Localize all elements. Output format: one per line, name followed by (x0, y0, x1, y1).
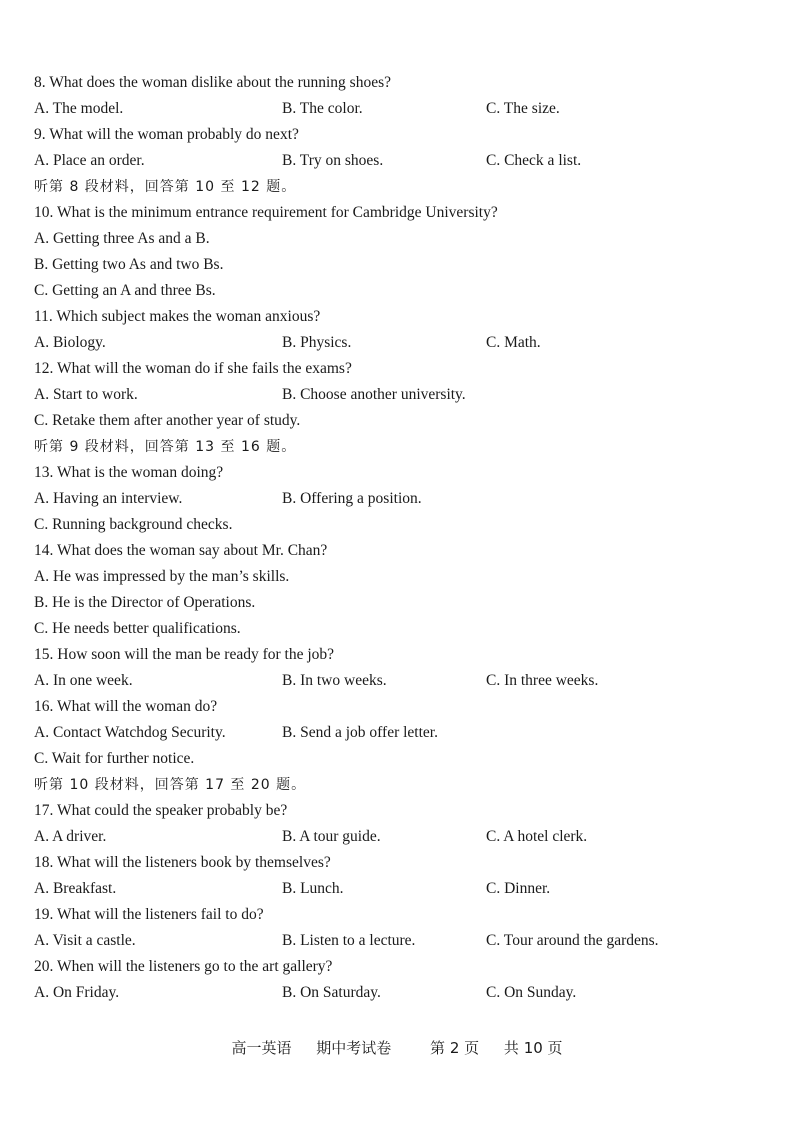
footer-page-number: 第 2 页 (430, 1039, 480, 1057)
question-text: 14. What does the woman say about Mr. Chan? (34, 542, 328, 559)
option-c: C. Tour around the gardens. (486, 932, 659, 949)
page-footer (0, 1036, 794, 1060)
option-c: C. Check a list. (486, 152, 582, 169)
question-16 (34, 694, 774, 720)
option-a: A. He was impressed by the man’s skills. (34, 568, 290, 585)
option-c: C. He needs better qualifications. (34, 620, 241, 637)
question-text: 12. What will the woman do if she fails the exams? (34, 360, 352, 377)
option-c: C. Wait for further notice. (34, 750, 195, 767)
option-a: A. Contact Watchdog Security. (34, 724, 226, 741)
option-c: C. Math. (486, 334, 541, 351)
options-row (34, 980, 774, 1006)
option-a: A. On Friday. (34, 984, 120, 1001)
footer-subject: 高一英语 (231, 1039, 292, 1057)
option-a: A. The model. (34, 100, 124, 117)
option-b: B. Listen to a lecture. (282, 932, 416, 949)
option-a: A. Start to work. (34, 386, 138, 403)
options-row (34, 928, 774, 954)
question-text: 9. What will the woman probably do next? (34, 126, 299, 143)
question-text: 10. What is the minimum entrance requirement for Cambridge University? (34, 204, 498, 221)
option-b: B. Getting two As and two Bs. (34, 256, 224, 273)
footer-total-pages: 共 10 页 (503, 1039, 563, 1057)
options-row (34, 668, 774, 694)
options-row (34, 876, 774, 902)
option-c: C. A hotel clerk. (486, 828, 588, 845)
option-c: C. Retake them after another year of study. (34, 412, 301, 429)
section-heading: 听第 9 段材料，回答第 13 至 16 题。 (34, 439, 297, 455)
question-text: 13. What is the woman doing? (34, 464, 224, 481)
option-a: A. Getting three As and a B. (34, 230, 210, 247)
question-text: 18. What will the listeners book by themselves? (34, 854, 331, 871)
question-14 (34, 538, 774, 564)
options-row (34, 330, 774, 356)
option-c: C. On Sunday. (486, 984, 577, 1001)
question-text: 19. What will the listeners fail to do? (34, 906, 264, 923)
options-row (34, 148, 774, 174)
section-heading: 听第 8 段材料，回答第 10 至 12 题。 (34, 179, 297, 195)
question-text: 8. What does the woman dislike about the running shoes? (34, 74, 392, 91)
option-b: B. Offering a position. (282, 490, 422, 507)
option-c: C. In three weeks. (486, 672, 599, 689)
option-c: C. Getting an A and three Bs. (34, 282, 216, 299)
question-text: 17. What could the speaker probably be? (34, 802, 288, 819)
option-b: B. In two weeks. (282, 672, 387, 689)
question-text: 20. When will the listeners go to the art gallery? (34, 958, 333, 975)
question-12 (34, 356, 774, 382)
options-row (34, 720, 774, 746)
option-c: C. Running background checks. (34, 516, 233, 533)
option-a: A. Breakfast. (34, 880, 117, 897)
question-19 (34, 902, 774, 928)
question-13 (34, 460, 774, 486)
option-b: B. Lunch. (282, 880, 344, 897)
question-9 (34, 122, 774, 148)
option-a: A. Visit a castle. (34, 932, 136, 949)
option-b: B. Send a job offer letter. (282, 724, 438, 741)
option-a: A. Having an interview. (34, 490, 183, 507)
option-b: B. The color. (282, 100, 363, 117)
question-18 (34, 850, 774, 876)
option-b: B. A tour guide. (282, 828, 381, 845)
question-8 (34, 70, 774, 96)
option-c: C. The size. (486, 100, 560, 117)
option-a: A. In one week. (34, 672, 133, 689)
option-b: B. Physics. (282, 334, 352, 351)
question-text: 16. What will the woman do? (34, 698, 218, 715)
option-a: A. A driver. (34, 828, 107, 845)
option-a: A. Biology. (34, 334, 106, 351)
question-10 (34, 200, 774, 226)
question-11 (34, 304, 774, 330)
options-row (34, 824, 774, 850)
option-b: B. Choose another university. (282, 386, 466, 403)
question-20 (34, 954, 774, 980)
options-row (34, 96, 774, 122)
option-b: B. Try on shoes. (282, 152, 384, 169)
option-a: A. Place an order. (34, 152, 145, 169)
option-c: C. Dinner. (486, 880, 551, 897)
question-15 (34, 642, 774, 668)
option-b: B. On Saturday. (282, 984, 381, 1001)
option-b: B. He is the Director of Operations. (34, 594, 256, 611)
question-17 (34, 798, 774, 824)
question-text: 11. Which subject makes the woman anxious? (34, 308, 321, 325)
section-heading: 听第 10 段材料，回答第 17 至 20 题。 (34, 777, 307, 793)
question-text: 15. How soon will the man be ready for the job? (34, 646, 335, 663)
options-row (34, 486, 774, 512)
options-row (34, 382, 774, 408)
footer-exam: 期中考试卷 (316, 1039, 392, 1057)
